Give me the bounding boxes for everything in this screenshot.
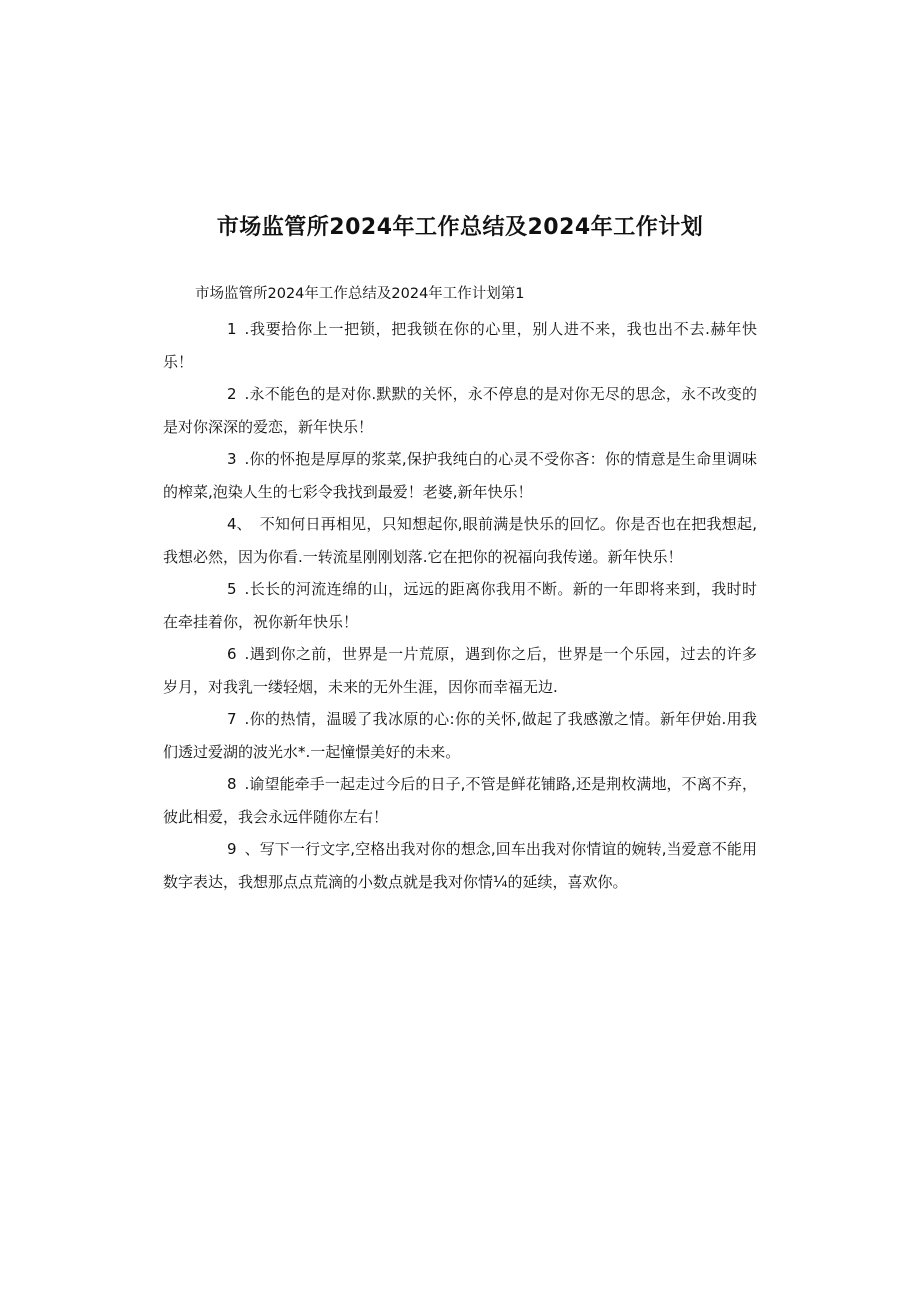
item-number: 1 xyxy=(227,320,237,338)
item-text: .长长的河流连绵的山，远远的距离你我用不断。新的一年即将来到，我时时在牵挂着你，祝你新年快乐！ xyxy=(163,580,757,631)
list-item xyxy=(163,573,757,638)
item-number: 9 xyxy=(227,840,237,858)
greeting-list xyxy=(163,313,757,898)
list-item xyxy=(163,313,757,378)
list-item xyxy=(163,833,757,898)
item-text: .遇到你之前，世界是一片荒原，遇到你之后，世界是一个乐园，过去的许多岁月，对我乳一缕轻烟，未来的无外生涯，因你而幸福无边. xyxy=(163,645,757,696)
item-number: 8 xyxy=(227,775,237,793)
item-number: 3 xyxy=(227,450,237,468)
list-item xyxy=(163,768,757,833)
item-text: .你的怀抱是厚厚的浆菜,保护我纯白的心灵不受你吝：你的情意是生命里调味的榨菜,泡染人生的七彩令我找到最爱！老婆,新年快乐！ xyxy=(163,450,757,501)
list-item xyxy=(163,638,757,703)
list-item xyxy=(163,378,757,443)
item-number: 5 xyxy=(227,580,237,598)
item-text: .永不能色的是对你.默默的关怀，永不停息的是对你无尽的思念，永不改变的是对你深深的爱恋，新年快乐！ xyxy=(163,385,757,436)
list-item xyxy=(163,443,757,508)
document-title: 市场监管所2024年工作总结及2024年工作计划 xyxy=(216,215,704,240)
item-number: 6 xyxy=(227,645,237,663)
item-text: .我要拾你上一把锁，把我锁在你的心里，别人进不来，我也出不去.赫年快乐！ xyxy=(163,320,757,371)
item-number: 7 xyxy=(227,710,237,728)
list-item xyxy=(163,703,757,768)
item-text: 、写下一行文字,空格出我对你的想念,回车出我对你情谊的婉转,当爱意不能用数字表达，我想那点点荒滴的小数点就是我对你情¼的延续，喜欢你。 xyxy=(163,840,757,891)
item-text: .谕望能牵手一起走过今后的日子,不管是鲜花铺路,还是荆枚满地，不离不弃，彼此相爱，我会永远伴随你左右！ xyxy=(163,775,757,826)
item-number: 4、 xyxy=(227,515,252,533)
document-subtitle: 市场监管所2024年工作总结及2024年工作计划第1 xyxy=(195,286,525,302)
item-text: 不知何日再相见，只知想起你,眼前满是快乐的回忆。你是否也在把我想起,我想必然，因为你看.一转流星刚刚划落.它在把你的祝福向我传递。新年快乐！ xyxy=(163,515,757,566)
item-text: .你的热情，温暖了我冰原的心:你的关怀,做起了我感激之情。新年伊始.用我们透过爱湖的波光水*.一起憧憬美好的未来。 xyxy=(163,710,757,761)
item-number: 2 xyxy=(227,385,237,403)
list-item xyxy=(163,508,757,573)
